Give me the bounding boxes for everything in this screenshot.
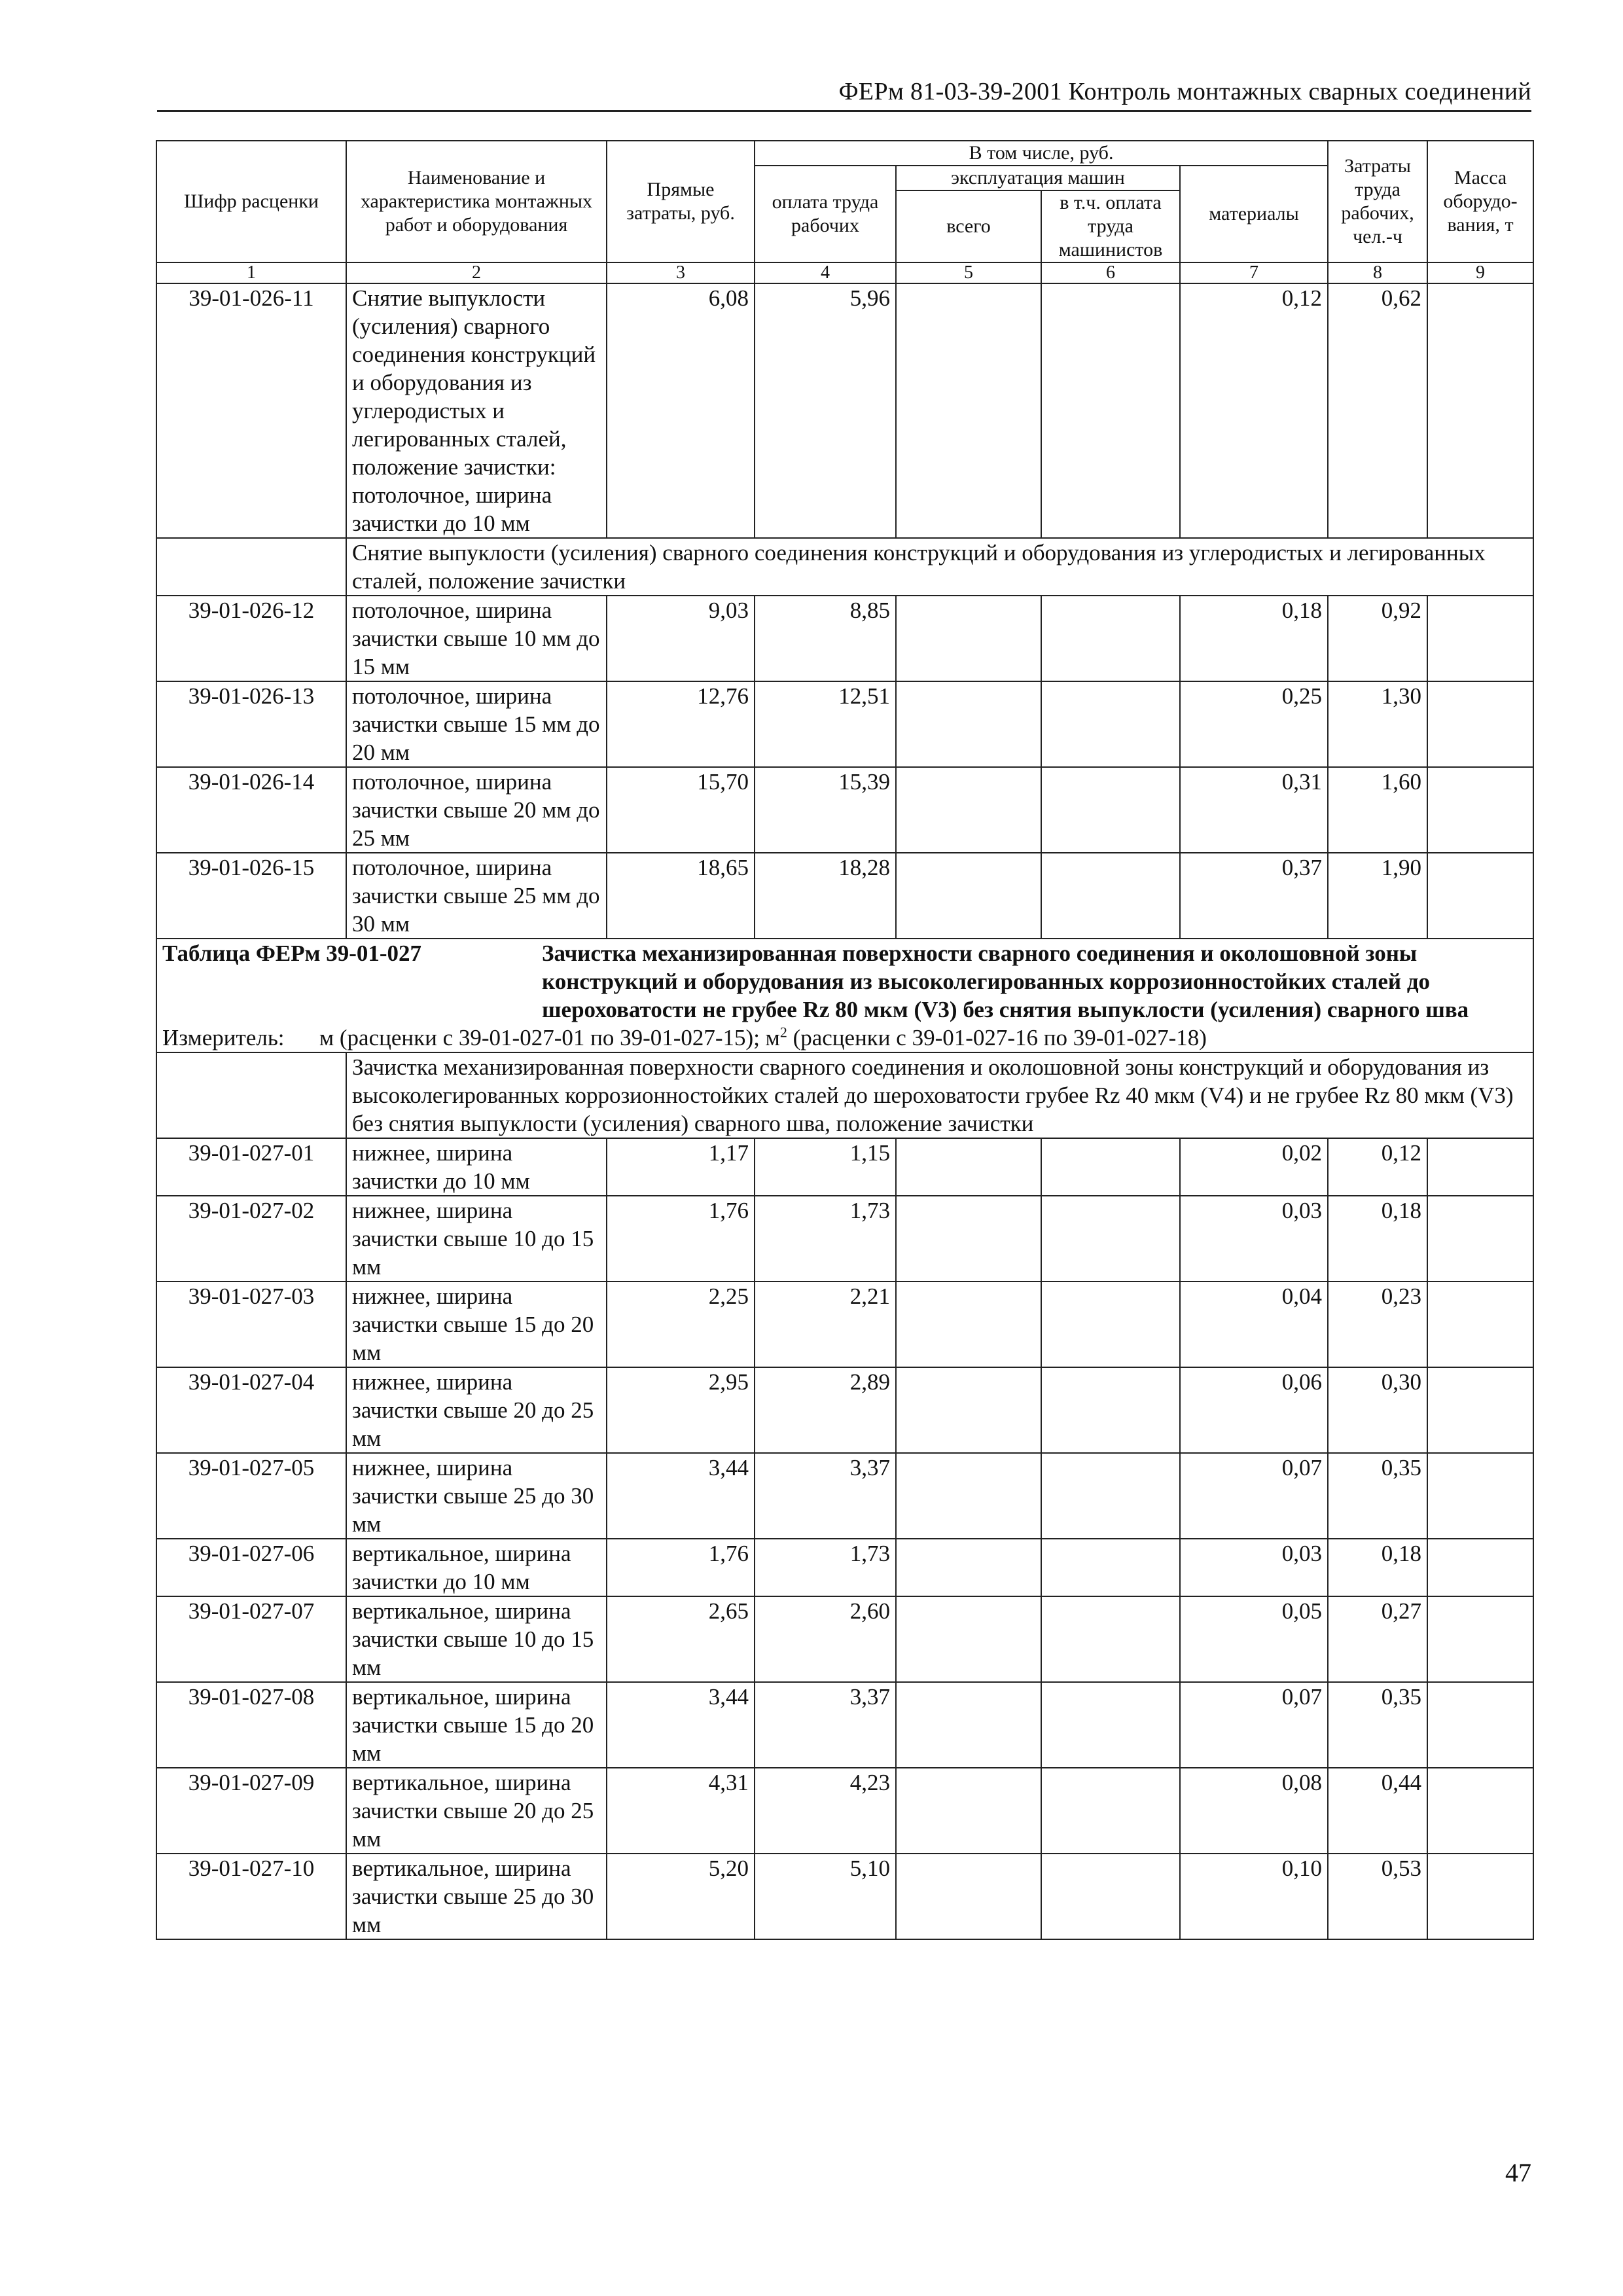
machine-total: [896, 1367, 1041, 1453]
header-code: Шифр расценки: [156, 141, 346, 262]
labor-hours: 0,23: [1328, 1282, 1427, 1367]
machinist-pay: [1041, 1453, 1180, 1539]
work-name: Снятие выпуклости (усиления) сварного соединения конструкций и оборудования из углеродистых и легированных сталей, положение зачистки: потолочное, ширина зачистки до 10 мм: [346, 283, 607, 538]
labor-pay: 3,37: [755, 1682, 896, 1768]
rate-code: 39-01-026-12: [156, 596, 346, 681]
column-numbers-row: [156, 262, 1533, 283]
header-machine-operation: эксплуатация машин: [896, 166, 1180, 190]
labor-hours: 0,35: [1328, 1682, 1427, 1768]
table-row: [156, 1539, 1533, 1596]
machine-total: [896, 681, 1041, 767]
equipment-mass: [1427, 681, 1533, 767]
table-row: [156, 1596, 1533, 1682]
group-description: Зачистка механизированная поверхности сварного соединения и околошовной зоны конструкций и оборудования из высоколегированных коррозионностойких сталей до шероховатости грубее Rz 40 мкм (V4) и не грубее Rz 80 мкм (V3) без снятия выпуклости (усиления) сварного шва, положение зачистки: [346, 1052, 1533, 1138]
machinist-pay: [1041, 1682, 1180, 1768]
machine-total: [896, 1453, 1041, 1539]
machinist-pay: [1041, 1768, 1180, 1854]
labor-pay: 5,10: [755, 1854, 896, 1939]
machinist-pay: [1041, 853, 1180, 939]
measure-text: м (расценки с 39-01-027-01 по 39-01-027-15); м: [319, 1025, 780, 1050]
equipment-mass: [1427, 1282, 1533, 1367]
direct-costs: 12,76: [607, 681, 755, 767]
direct-costs: 4,31: [607, 1768, 755, 1854]
equipment-mass: [1427, 853, 1533, 939]
column-number: 6: [1041, 262, 1180, 283]
page-header: ФЕРм 81-03-39-2001 Контроль монтажных сварных соединений: [838, 78, 1531, 105]
column-number: 3: [607, 262, 755, 283]
labor-pay: 2,60: [755, 1596, 896, 1682]
work-name: нижнее, ширина зачистки свыше 20 до 25 мм: [346, 1367, 607, 1453]
direct-costs: 2,65: [607, 1596, 755, 1682]
rates-table: [156, 140, 1534, 1940]
machinist-pay: [1041, 1196, 1180, 1282]
table-row: [156, 767, 1533, 853]
work-name: вертикальное, ширина зачистки свыше 20 до 25 мм: [346, 1768, 607, 1854]
header-direct-costs: Прямые затраты, руб.: [607, 141, 755, 262]
materials: 0,03: [1180, 1539, 1328, 1596]
materials: 0,12: [1180, 283, 1328, 538]
machine-total: [896, 1138, 1041, 1196]
materials: 0,37: [1180, 853, 1328, 939]
equipment-mass: [1427, 1596, 1533, 1682]
labor-hours: 0,62: [1328, 283, 1427, 538]
equipment-mass: [1427, 1367, 1533, 1453]
materials: 0,18: [1180, 596, 1328, 681]
labor-hours: 0,53: [1328, 1854, 1427, 1939]
column-number: 1: [156, 262, 346, 283]
equipment-mass: [1427, 1453, 1533, 1539]
materials: 0,31: [1180, 767, 1328, 853]
materials: 0,04: [1180, 1282, 1328, 1367]
direct-costs: 5,20: [607, 1854, 755, 1939]
measure-label: Измеритель:: [162, 1025, 285, 1050]
labor-hours: 0,30: [1328, 1367, 1427, 1453]
materials: 0,02: [1180, 1138, 1328, 1196]
labor-pay: 1,73: [755, 1539, 896, 1596]
work-name: нижнее, ширина зачистки до 10 мм: [346, 1138, 607, 1196]
direct-costs: 9,03: [607, 596, 755, 681]
work-name: нижнее, ширина зачистки свыше 10 до 15 мм: [346, 1196, 607, 1282]
labor-hours: 0,12: [1328, 1138, 1427, 1196]
rate-code: 39-01-026-14: [156, 767, 346, 853]
work-name: вертикальное, ширина зачистки свыше 15 до 20 мм: [346, 1682, 607, 1768]
equipment-mass: [1427, 596, 1533, 681]
machinist-pay: [1041, 596, 1180, 681]
equipment-mass: [1427, 283, 1533, 538]
table-label: Таблица ФЕРм 39-01-027: [162, 941, 422, 966]
work-name: вертикальное, ширина зачистки свыше 25 до 30 мм: [346, 1854, 607, 1939]
table-row: [156, 283, 1533, 538]
header-labor-pay: оплата труда рабочих: [755, 166, 896, 262]
machine-total: [896, 283, 1041, 538]
direct-costs: 18,65: [607, 853, 755, 939]
rate-code: 39-01-027-10: [156, 1854, 346, 1939]
machinist-pay: [1041, 1539, 1180, 1596]
labor-pay: 12,51: [755, 681, 896, 767]
machinist-pay: [1041, 681, 1180, 767]
group-description: Снятие выпуклости (усиления) сварного соединения конструкций и оборудования из углеродистых и легированных сталей, положение зачистки: [346, 538, 1533, 596]
header-machinist-pay: в т.ч. оплата труда машинистов: [1041, 190, 1180, 262]
machine-total: [896, 1854, 1041, 1939]
equipment-mass: [1427, 767, 1533, 853]
materials: 0,25: [1180, 681, 1328, 767]
group-description-row: [156, 1052, 1533, 1138]
table-row: [156, 1453, 1533, 1539]
labor-pay: 4,23: [755, 1768, 896, 1854]
machine-total: [896, 596, 1041, 681]
table-row: [156, 1196, 1533, 1282]
page-number: 47: [1505, 2158, 1531, 2187]
labor-pay: 5,96: [755, 283, 896, 538]
header-materials: материалы: [1180, 166, 1328, 262]
materials: 0,08: [1180, 1768, 1328, 1854]
column-number: 8: [1328, 262, 1427, 283]
work-name: потолочное, ширина зачистки свыше 20 мм до 25 мм: [346, 767, 607, 853]
work-name: потолочное, ширина зачистки свыше 10 мм до 15 мм: [346, 596, 607, 681]
work-name: нижнее, ширина зачистки свыше 15 до 20 мм: [346, 1282, 607, 1367]
measure-superscript: 2: [779, 1024, 787, 1041]
work-name: потолочное, ширина зачистки свыше 15 мм до 20 мм: [346, 681, 607, 767]
direct-costs: 2,95: [607, 1367, 755, 1453]
header-equipment-mass: Масса оборудо-вания, т: [1427, 141, 1533, 262]
labor-hours: 0,44: [1328, 1768, 1427, 1854]
labor-pay: 3,37: [755, 1453, 896, 1539]
materials: 0,06: [1180, 1367, 1328, 1453]
rate-code: 39-01-027-08: [156, 1682, 346, 1768]
labor-pay: 8,85: [755, 596, 896, 681]
machine-total: [896, 1196, 1041, 1282]
equipment-mass: [1427, 1196, 1533, 1282]
machine-total: [896, 767, 1041, 853]
group-description-row: [156, 538, 1533, 596]
labor-pay: 2,89: [755, 1367, 896, 1453]
table-row: [156, 1768, 1533, 1854]
work-name: нижнее, ширина зачистки свыше 25 до 30 мм: [346, 1453, 607, 1539]
measure-row: [156, 1024, 1533, 1052]
equipment-mass: [1427, 1854, 1533, 1939]
machine-total: [896, 1539, 1041, 1596]
rate-code: 39-01-026-15: [156, 853, 346, 939]
table-row: [156, 681, 1533, 767]
rate-code: 39-01-026-13: [156, 681, 346, 767]
work-name: вертикальное, ширина зачистки до 10 мм: [346, 1539, 607, 1596]
labor-hours: 0,35: [1328, 1453, 1427, 1539]
measure-text-end: (расценки с 39-01-027-16 по 39-01-027-18): [787, 1025, 1207, 1050]
table-row: [156, 1682, 1533, 1768]
rate-code: 39-01-027-03: [156, 1282, 346, 1367]
header-machine-total: всего: [896, 190, 1041, 262]
labor-pay: 1,73: [755, 1196, 896, 1282]
labor-hours: 0,18: [1328, 1196, 1427, 1282]
rate-code: 39-01-027-05: [156, 1453, 346, 1539]
labor-pay: 15,39: [755, 767, 896, 853]
equipment-mass: [1427, 1539, 1533, 1596]
materials: 0,05: [1180, 1596, 1328, 1682]
labor-pay: 2,21: [755, 1282, 896, 1367]
table-row: [156, 596, 1533, 681]
machine-total: [896, 1768, 1041, 1854]
machine-total: [896, 1596, 1041, 1682]
machinist-pay: [1041, 1282, 1180, 1367]
column-number: 7: [1180, 262, 1328, 283]
labor-pay: 18,28: [755, 853, 896, 939]
table-title-row: [156, 939, 1533, 1024]
table-row: [156, 1282, 1533, 1367]
rate-code: 39-01-027-07: [156, 1596, 346, 1682]
column-number: 9: [1427, 262, 1533, 283]
header-name: Наименование и характеристика монтажных работ и оборудования: [346, 141, 607, 262]
machinist-pay: [1041, 1596, 1180, 1682]
direct-costs: 1,76: [607, 1539, 755, 1596]
direct-costs: 2,25: [607, 1282, 755, 1367]
labor-hours: 0,18: [1328, 1539, 1427, 1596]
labor-pay: 1,15: [755, 1138, 896, 1196]
column-number: 4: [755, 262, 896, 283]
direct-costs: 1,76: [607, 1196, 755, 1282]
work-name: вертикальное, ширина зачистки свыше 10 до 15 мм: [346, 1596, 607, 1682]
table-row: [156, 853, 1533, 939]
machinist-pay: [1041, 767, 1180, 853]
direct-costs: 3,44: [607, 1682, 755, 1768]
table-row: [156, 1138, 1533, 1196]
rate-code: 39-01-027-06: [156, 1539, 346, 1596]
rate-code: 39-01-026-11: [156, 283, 346, 538]
labor-hours: 0,92: [1328, 596, 1427, 681]
direct-costs: 3,44: [607, 1453, 755, 1539]
materials: 0,07: [1180, 1453, 1328, 1539]
equipment-mass: [1427, 1138, 1533, 1196]
equipment-mass: [1427, 1682, 1533, 1768]
materials: 0,03: [1180, 1196, 1328, 1282]
direct-costs: 6,08: [607, 283, 755, 538]
equipment-mass: [1427, 1768, 1533, 1854]
materials: 0,10: [1180, 1854, 1328, 1939]
labor-hours: 1,30: [1328, 681, 1427, 767]
materials: 0,07: [1180, 1682, 1328, 1768]
machine-total: [896, 1282, 1041, 1367]
labor-hours: 1,90: [1328, 853, 1427, 939]
machinist-pay: [1041, 1854, 1180, 1939]
table-row: [156, 1367, 1533, 1453]
header-rule: [157, 110, 1531, 112]
machinist-pay: [1041, 1138, 1180, 1196]
direct-costs: 15,70: [607, 767, 755, 853]
machine-total: [896, 1682, 1041, 1768]
header-labor-cost: Затраты труда рабочих, чел.-ч: [1328, 141, 1427, 262]
rate-code: 39-01-027-04: [156, 1367, 346, 1453]
table-title: Зачистка механизированная поверхности сварного соединения и околошовной зоны конструкций и оборудования из высоколегированных коррозионностойких сталей до шероховатости не грубее Rz 80 мкм (V3) без снятия выпуклости (усиления) сварного шва: [542, 941, 1469, 1022]
machinist-pay: [1041, 283, 1180, 538]
rate-code: 39-01-027-09: [156, 1768, 346, 1854]
column-number: 2: [346, 262, 607, 283]
header-including: В том числе, руб.: [755, 141, 1328, 166]
labor-hours: 0,27: [1328, 1596, 1427, 1682]
column-number: 5: [896, 262, 1041, 283]
labor-hours: 1,60: [1328, 767, 1427, 853]
rate-code: 39-01-027-02: [156, 1196, 346, 1282]
machinist-pay: [1041, 1367, 1180, 1453]
machine-total: [896, 853, 1041, 939]
work-name: потолочное, ширина зачистки свыше 25 мм до 30 мм: [346, 853, 607, 939]
rate-code: 39-01-027-01: [156, 1138, 346, 1196]
table-row: [156, 1854, 1533, 1939]
direct-costs: 1,17: [607, 1138, 755, 1196]
